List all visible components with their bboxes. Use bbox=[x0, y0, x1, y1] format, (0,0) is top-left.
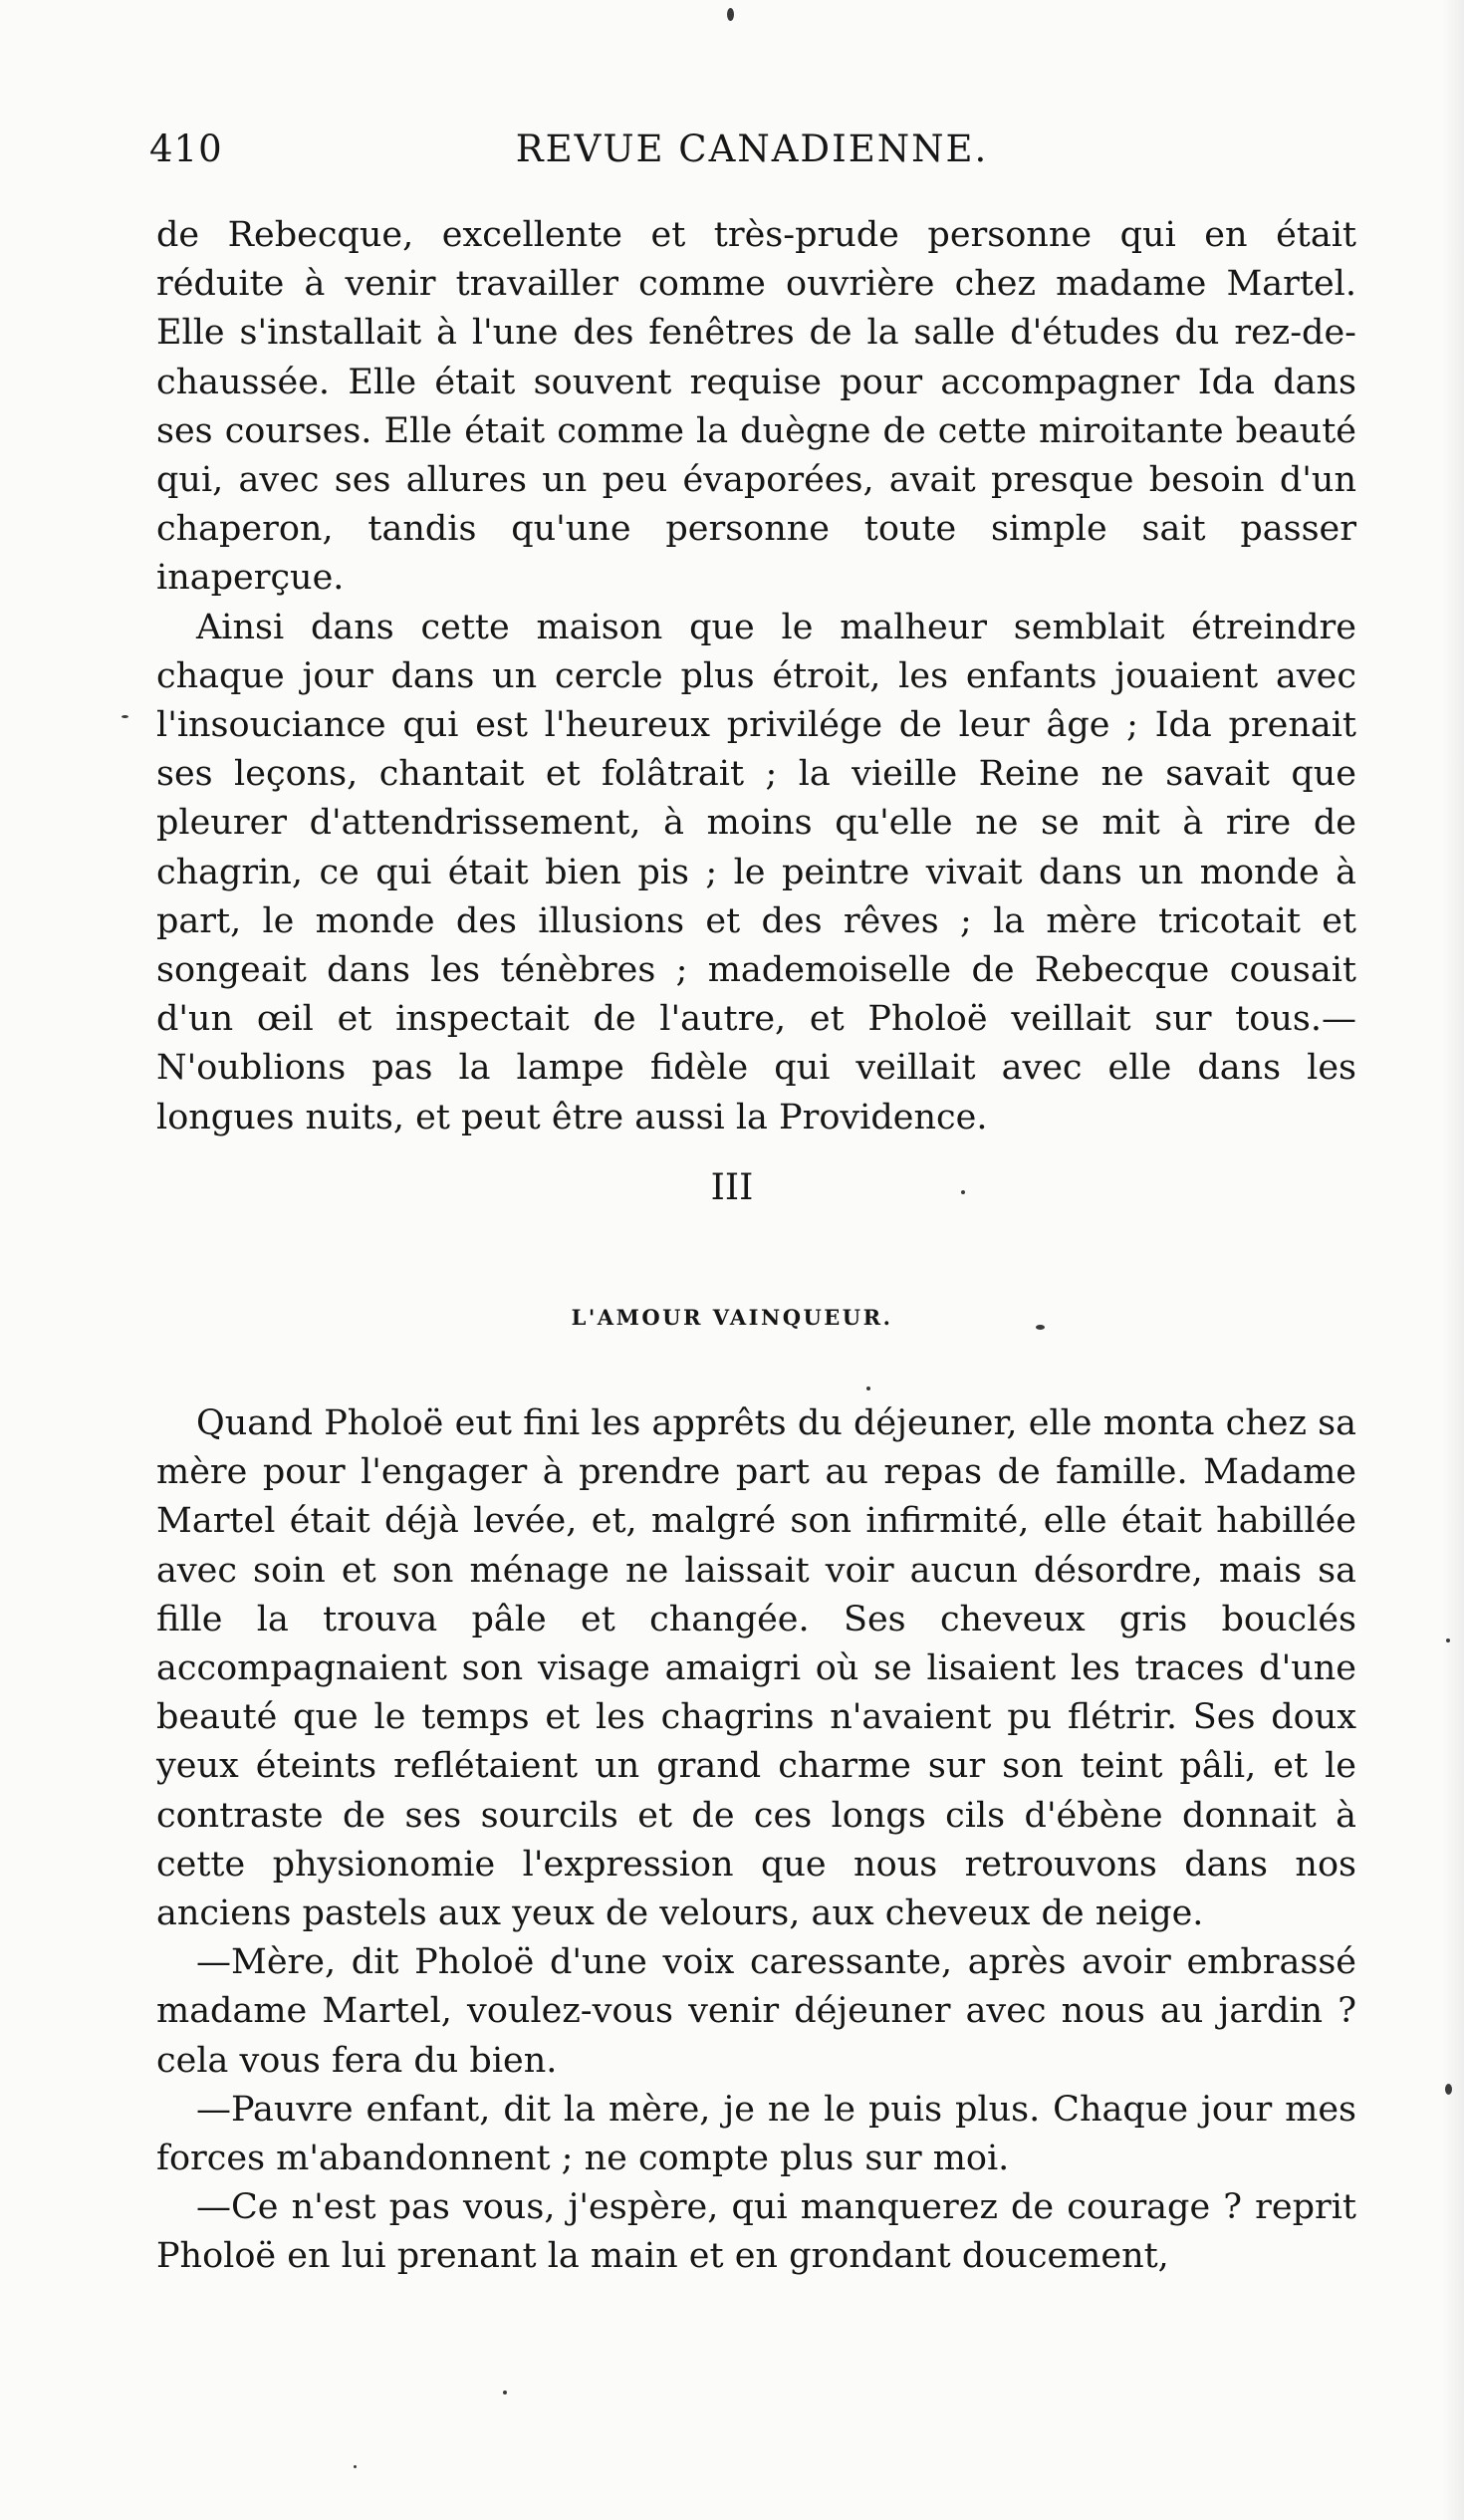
text-block-top bbox=[156, 211, 1356, 1142]
paragraph: —Ce n'est pas vous, j'espère, qui manquerez de courage ? reprit Pholoë en lui prenant la main et en grondant doucement, bbox=[156, 2187, 1356, 2277]
scan-speck bbox=[961, 1190, 965, 1194]
paragraph: —Mère, dit Pholoë d'une voix caressante, après avoir embrassé madame Martel, voulez-vous venir déjeuner avec nous au jardin ? cela vous fera du bien. bbox=[156, 1942, 1356, 2081]
paragraph: —Pauvre enfant, dit la mère, je ne le puis plus. Chaque jour mes forces m'abandonnent ; ne compte plus sur moi. bbox=[156, 2089, 1356, 2179]
scan-speck bbox=[1036, 1325, 1045, 1330]
scan-speck bbox=[122, 715, 128, 718]
scan-speck bbox=[727, 8, 734, 21]
chapter-number: III bbox=[710, 1167, 754, 1208]
paragraph: Quand Pholoë eut fini les apprêts du déjeuner, elle monta chez sa mère pour l'engager à prendre part au repas de famille. Madame Martel était déjà levée, et, malgré son infirmité, elle était habillée avec soin et son ménage ne laissait voir aucun désordre, mais sa fille la trouva pâle et changée. Ses cheveux gris bouclés accompagnaient son visage amaigri où se lisaient les traces d'une beauté que le temps et les chagrins n'avaient pu flétrir. Ses doux yeux éteints reflétaient un grand charme sur son teint pâli, et le contraste de ses sourcils et de ces longs cils d'ébène donnait à cette physionomie l'expression que nous retrouvons dans nos anciens pastels aux yeux de velours, aux cheveux de neige. bbox=[156, 1403, 1356, 1934]
running-head bbox=[149, 127, 1354, 177]
scan-edge-shadow bbox=[1442, 0, 1464, 2520]
text-block-bottom bbox=[156, 1399, 1356, 2282]
journal-title: REVUE CANADIENNE. bbox=[515, 127, 989, 170]
page-number: 410 bbox=[149, 127, 223, 170]
scan-speck bbox=[503, 2391, 507, 2394]
paragraph: Ainsi dans cette maison que le malheur semblait étreindre chaque jour dans un cercle plus étroit, les enfants jouaient avec l'insouciance qui est l'heureux privilége de leur âge ; Ida prenait ses leçons, chantait et folâtrait ; la vieille Reine ne savait que pleurer d'attendrissement, à moins qu'elle ne se mit à rire de chagrin, ce qui était bien pis ; le peintre vivait dans un monde à part, le monde des illusions et des rêves ; la mère tricotait et songeait dans les ténèbres ; mademoiselle de Rebecque cousait d'un œil et inspectait de l'autre, et Pholoë veillait sur tous.—N'oublions pas la lampe fidèle qui veillait avec elle dans les longues nuits, et peut être aussi la Providence. bbox=[156, 607, 1356, 1137]
scan-speck bbox=[354, 2465, 357, 2468]
chapter-title: L'AMOUR VAINQUEUR. bbox=[571, 1305, 893, 1330]
scan-speck bbox=[866, 1386, 870, 1390]
paragraph: de Rebecque, excellente et très-prude personne qui en était réduite à venir travailler comme ouvrière chez madame Martel. Elle s'installait à l'une des fenêtres de la salle d'études du rez-de-chaussée. Elle était souvent requise pour accompagner Ida dans ses courses. Elle était comme la duègne de cette miroitante beauté qui, avec ses allures un peu évaporées, avait presque besoin d'un chaperon, tandis qu'une personne toute simple sait passer inaperçue. bbox=[156, 215, 1356, 599]
